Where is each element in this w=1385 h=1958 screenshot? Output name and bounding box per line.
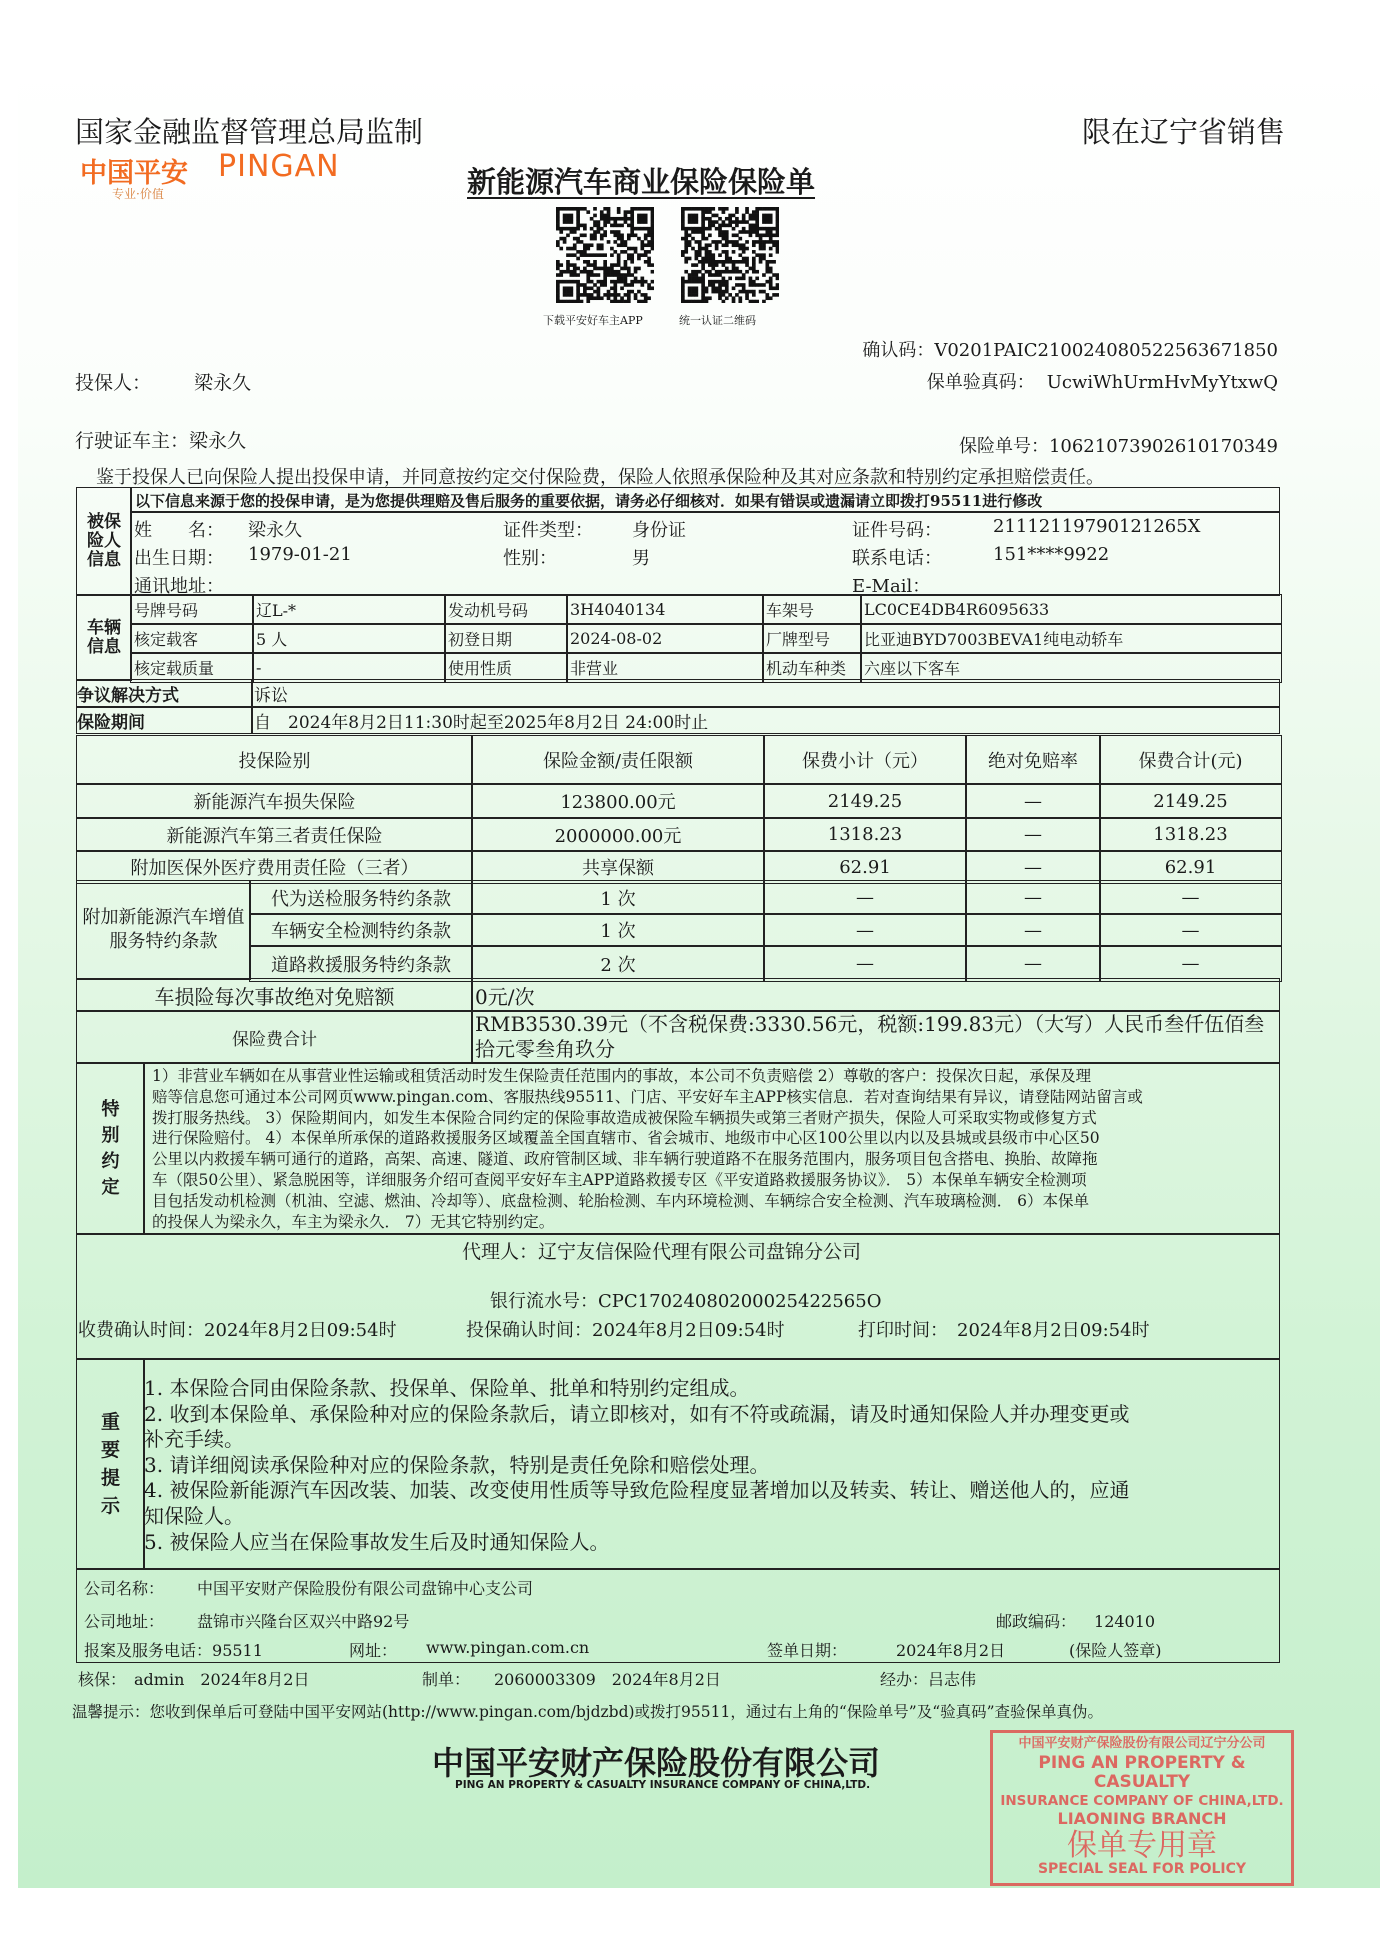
- name-value: 梁永久: [248, 520, 302, 541]
- policy-number-label: 保险单号：: [958, 436, 1049, 457]
- coverage-value: 2000000.00元: [471, 817, 765, 852]
- addon-clause-value: —: [763, 913, 967, 947]
- special-terms-line: 目包括发动机检测（机油、空滤、燃油、冷却等）、底盘检测、轮胎检测、车内环境检测、车辆综合安全检测、汽车玻璃检测． 6）本保单: [152, 1191, 1090, 1210]
- service-phone: [84, 1638, 263, 1661]
- coverage-column-header: 保险金额/责任限额: [471, 735, 765, 785]
- coverage-value: —: [965, 783, 1101, 819]
- vehicle-field-value: LC0CE4DB4R6095633: [860, 594, 1282, 625]
- dispute-value: 诉讼: [251, 679, 1280, 708]
- vehicle-field-label: 车架号: [762, 594, 862, 625]
- addon-clause-value: —: [965, 913, 1101, 947]
- special-terms-line: 1）非营业车辆如在从事营业性运输或租赁活动时发生保险责任范围内的事故，本公司不负责赔偿 2）尊敬的客户：投保次日起，承保及理: [152, 1067, 1092, 1085]
- addon-clause-value: 2 次: [471, 945, 765, 982]
- vehicle-field-value: 辽L-*: [252, 594, 446, 625]
- sales-region-text: 限在辽宁省销售: [1082, 115, 1286, 149]
- name-label: 姓 名：: [134, 520, 224, 541]
- addon-clause-name: 道路救援服务特约条款: [249, 945, 473, 982]
- footer-company-cn: 中国平安财产保险股份有限公司: [432, 1744, 881, 1782]
- unified-auth-qr-code: [681, 207, 779, 303]
- stamp-cn: 保单专用章: [1067, 1827, 1217, 1863]
- warm-tip: 温馨提示：您收到保单后可登陆中国平安网站(http://www.pingan.com/bjdzbd)或拨打95511，通过右上角的“保险单号”及“验真码”查验保单真伪。: [72, 1703, 1104, 1721]
- special-terms-label: 特别约定: [76, 1062, 145, 1235]
- logo-en: PINGAN: [218, 149, 340, 184]
- birth-label: 出生日期：: [134, 548, 224, 569]
- confirm-code-label: 确认码：: [862, 340, 935, 361]
- id-type-value: 身份证: [632, 520, 686, 541]
- special-terms-line: 车（限50公里）、紧急脱困等，详细服务介绍可查阅平安好车主APP道路救援专区《平安道路救援服务协议》． 5）本保单车辆安全检测项: [152, 1170, 1087, 1189]
- addon-clause-value: —: [965, 880, 1101, 915]
- preamble-text: 鉴于投保人已向保险人提出投保申请，并同意按约定交付保险费，保险人依照承保险种及其对应条款和特别约定承担赔偿责任。: [96, 467, 1104, 488]
- application-confirm-time: 投保确认时间：2024年8月2日09:54时: [466, 1320, 785, 1341]
- vehicle-field-value: 六座以下客车: [860, 652, 1282, 683]
- phone-label: 联系电话：: [852, 548, 942, 569]
- policy-number-value: 10621073902610170349: [1048, 436, 1278, 457]
- special-terms-line: 拨打服务热线。 3）保险期间内，如发生本保险合同约定的保险事故造成被保险车辆损失或第三者财产损失，保险人可采取实物或修复方式: [152, 1108, 1097, 1127]
- stamp-en-1: PING AN PROPERTY & CASUALTY: [1038, 1752, 1246, 1792]
- id-type-label: 证件类型：: [503, 520, 593, 541]
- vehicle-field-label: 初登日期: [444, 623, 568, 654]
- important-notice-line: 1. 本保险合同由保险条款、投保单、保险单、批单和特别约定组成。: [144, 1376, 750, 1400]
- addon-clause-value: —: [763, 945, 967, 982]
- vehicle-field-label: 发动机号码: [444, 594, 568, 625]
- addon-clause-value: —: [1099, 913, 1282, 947]
- stamp-en-2: INSURANCE COMPANY OF CHINA,LTD.: [1000, 1792, 1284, 1809]
- owner-value: 梁永久: [189, 430, 247, 452]
- app-download-qr-code: [556, 207, 654, 303]
- verify-code: [927, 368, 1278, 394]
- important-notice-line: 2. 收到本保险单、承保险种对应的保险条款后，请立即核对，如有不符或疏漏，请及时通知保险人并办理变更或: [144, 1401, 1130, 1426]
- premium-total-label: 保险费合计: [76, 1010, 473, 1064]
- vehicle-field-label: 核定载质量: [130, 652, 254, 683]
- vehicle-field-label: 厂牌型号: [762, 623, 862, 654]
- period-value: 自 2024年8月2日11:30时起至2025年8月2日 24:00时止: [251, 706, 1280, 734]
- print-time: 打印时间： 2024年8月2日09:54时: [858, 1320, 1150, 1341]
- coverage-column-header: 绝对免赔率: [965, 735, 1101, 785]
- company-name-value: 中国平安财产保险股份有限公司盘锦中心支公司: [197, 1579, 534, 1598]
- stamp-top-text: 中国平安财产保险股份有限公司辽宁分公司: [1018, 1736, 1266, 1751]
- coverage-name: 新能源汽车第三者责任保险: [76, 817, 473, 852]
- logo-slogan: 专业·价值: [112, 187, 164, 201]
- maker-info: 制单： 2060003309 2024年8月2日: [422, 1670, 721, 1689]
- applicant-label: 投保人：: [75, 372, 152, 394]
- vehicle-field-value: 比亚迪BYD7003BEVA1纯电动轿车: [860, 623, 1282, 654]
- bank-serial: 银行流水号：CPC17024080200025422565O: [490, 1291, 882, 1312]
- policy-number: [959, 432, 1278, 458]
- id-number-label: 证件号码：: [852, 520, 942, 541]
- agent-text: 代理人：辽宁友信保险代理有限公司盘锦分公司: [462, 1241, 862, 1263]
- vehicle-field-value: 2024-08-02: [566, 623, 764, 654]
- birth-value: 1979-01-21: [248, 544, 352, 565]
- special-terms-line: 进行保险赔付。 4）本保单所承保的道路救援服务区域覆盖全国直辖市、省会城市、地级市中心区100公里以内以及县城或县级市中心区50: [152, 1129, 1100, 1148]
- addon-clause-value: 1 次: [471, 913, 765, 947]
- verify-code-label: 保单验真码：: [926, 372, 1035, 393]
- insured-notice: 以下信息来源于您的投保申请，是为您提供理赔及售后服务的重要依据，请务必仔细核对．如果有错误或遗漏请立即拨打95511进行修改: [130, 487, 1280, 513]
- company-address-value: 盘锦市兴隆台区双兴中路92号: [197, 1612, 410, 1631]
- dispute-label: 争议解决方式: [76, 679, 253, 708]
- special-terms-line: 的投保人为梁永久，车主为梁永久． 7）无其它特别约定。: [152, 1212, 555, 1231]
- coverage-value: 62.91: [763, 850, 967, 884]
- coverage-value: 1318.23: [763, 817, 967, 852]
- addon-clause-value: —: [965, 945, 1101, 982]
- insured-section-label: 被保险人信息: [76, 487, 132, 596]
- qr-caption-app: 下载平安好车主APP: [543, 314, 643, 327]
- important-notice-line: 4. 被保险新能源汽车因改装、加装、改变使用性质等导致危险程度显著增加以及转卖、转让、赠送他人的，应通: [144, 1478, 1130, 1503]
- important-notice-line: 知保险人。: [144, 1503, 244, 1528]
- confirm-code-value: V0201PAIC210024080522563671850: [934, 340, 1278, 361]
- special-terms-line: 赔等信息您可通过本公司网页www.pingan.com、客服热线95511、门店、平安好车主APP核实信息．若对查询结果有异议，请登陆网站留言或: [152, 1087, 1143, 1106]
- fee-confirm-time: 收费确认时间：2024年8月2日09:54时: [78, 1320, 397, 1341]
- deductible-value: 0元/次: [471, 978, 1280, 1012]
- important-notice-line: 5. 被保险人应当在保险事故发生后及时通知保险人。: [144, 1529, 610, 1554]
- handler-info: 经办：吕志伟: [880, 1670, 977, 1689]
- phone-value: 151****9922: [993, 544, 1110, 565]
- qr-caption-auth: 统一认证二维码: [679, 314, 756, 327]
- company-address-label: 公司地址：: [84, 1612, 165, 1631]
- coverage-value: 2149.25: [763, 783, 967, 819]
- important-notice-line: 3. 请详细阅读承保险种对应的保险条款，特别是责任免除和赔偿处理。: [144, 1452, 770, 1477]
- premium-total-value: RMB3530.39元（不含税保费:3330.56元，税额:199.83元）（大写）人民币叁仟伍佰叁拾元零叁角玖分: [471, 1010, 1280, 1064]
- owner-label: 行驶证车主：: [75, 430, 190, 452]
- vehicle-field-label: 使用性质: [444, 652, 568, 683]
- gender-label: 性别：: [503, 548, 557, 569]
- sign-date-label: 签单日期：: [767, 1641, 848, 1660]
- website-label: 网址：: [349, 1641, 398, 1660]
- email-label: E-Mail：: [852, 576, 931, 597]
- sign-date-value: 2024年8月2日: [896, 1641, 1006, 1660]
- service-phone-label: 报案及服务电话：: [84, 1641, 213, 1660]
- coverage-name: 附加医保外医疗费用责任险（三者）: [76, 850, 473, 884]
- verify-code-value: UcwiWhUrmHvMyYtxwQ: [1046, 372, 1278, 393]
- policy-seal-stamp: [990, 1730, 1294, 1886]
- vehicle-field-value: 5 人: [252, 623, 446, 654]
- coverage-value: —: [965, 850, 1101, 884]
- coverage-value: 1318.23: [1099, 817, 1282, 852]
- stamp-en-4: SPECIAL SEAL FOR POLICY: [1037, 1861, 1247, 1878]
- addon-clause-value: —: [763, 880, 967, 915]
- vehicle-field-value: -: [252, 652, 446, 683]
- important-notice-line: 补充手续。: [144, 1427, 244, 1452]
- coverage-value: 共享保额: [471, 850, 765, 884]
- service-phone-value: 95511: [212, 1641, 263, 1660]
- company-name-label: 公司名称：: [84, 1579, 165, 1598]
- coverage-value: —: [965, 817, 1101, 852]
- vehicle-field-label: 机动车种类: [762, 652, 862, 683]
- addon-clause-value: 1 次: [471, 880, 765, 915]
- underwriting-info: 核保： admin 2024年8月2日: [78, 1670, 310, 1689]
- coverage-column-header: 保费小计（元）: [763, 735, 967, 785]
- postcode-value: 124010: [1094, 1612, 1156, 1631]
- postcode-label: 邮政编码：: [996, 1612, 1077, 1631]
- vehicle-field-value: 3H4040134: [566, 594, 764, 625]
- applicant-value: 梁永久: [194, 372, 252, 394]
- coverage-value: 62.91: [1099, 850, 1282, 884]
- stamp-en-3: LIAONING BRANCH: [1057, 1808, 1227, 1828]
- important-notices-label: 重要提示: [76, 1358, 145, 1570]
- special-terms-text: [152, 1066, 1143, 1232]
- confirm-code: [862, 336, 1278, 362]
- addon-clause-name: 车辆安全检测特约条款: [249, 913, 473, 947]
- postcode: [996, 1609, 1155, 1632]
- coverage-column-header: 投保险别: [76, 735, 473, 785]
- coverage-value: 2149.25: [1099, 783, 1282, 819]
- id-number-value: 21112119790121265X: [993, 516, 1201, 537]
- regulator-text: 国家金融监督管理总局监制: [75, 115, 424, 149]
- period-label: 保险期间: [76, 706, 253, 734]
- vehicle-owner: [75, 426, 246, 453]
- addon-clause-value: —: [1099, 880, 1282, 915]
- addon-clause-name: 代为送检服务特约条款: [249, 880, 473, 915]
- special-terms-line: 公里以内救援车辆可通行的道路，高架、高速、隧道、政府管制区域、非车辆行驶道路不在服务范围内，服务项目包含搭电、换胎、故障拖: [152, 1150, 1098, 1169]
- deductible-label: 车损险每次事故绝对免赔额: [76, 978, 473, 1012]
- page-title: 新能源汽车商业保险保险单: [467, 165, 816, 199]
- addon-clause-value: —: [1099, 945, 1282, 982]
- website-link[interactable]: www.pingan.com.cn: [426, 1638, 590, 1657]
- insurer-signature-label: (保险人签章): [1069, 1641, 1162, 1660]
- vehicle-section-label: 车辆信息: [76, 594, 132, 681]
- addon-group-label: 附加新能源汽车增值服务特约条款: [76, 880, 251, 980]
- coverage-column-header: 保费合计(元): [1099, 735, 1282, 785]
- logo-cn: 中国平安: [80, 158, 188, 189]
- important-notices-text: [144, 1376, 1129, 1555]
- address-label: 通讯地址：: [134, 576, 224, 597]
- vehicle-field-value: 非营业: [566, 652, 764, 683]
- coverage-name: 新能源汽车损失保险: [76, 783, 473, 819]
- footer-company-en: PING AN PROPERTY & CASUALTY INSURANCE COMPANY OF CHINA,LTD.: [455, 1779, 871, 1791]
- vehicle-field-label: 号牌号码: [130, 594, 254, 625]
- coverage-value: 123800.00元: [471, 783, 765, 819]
- vehicle-field-label: 核定载客: [130, 623, 254, 654]
- gender-value: 男: [632, 548, 650, 569]
